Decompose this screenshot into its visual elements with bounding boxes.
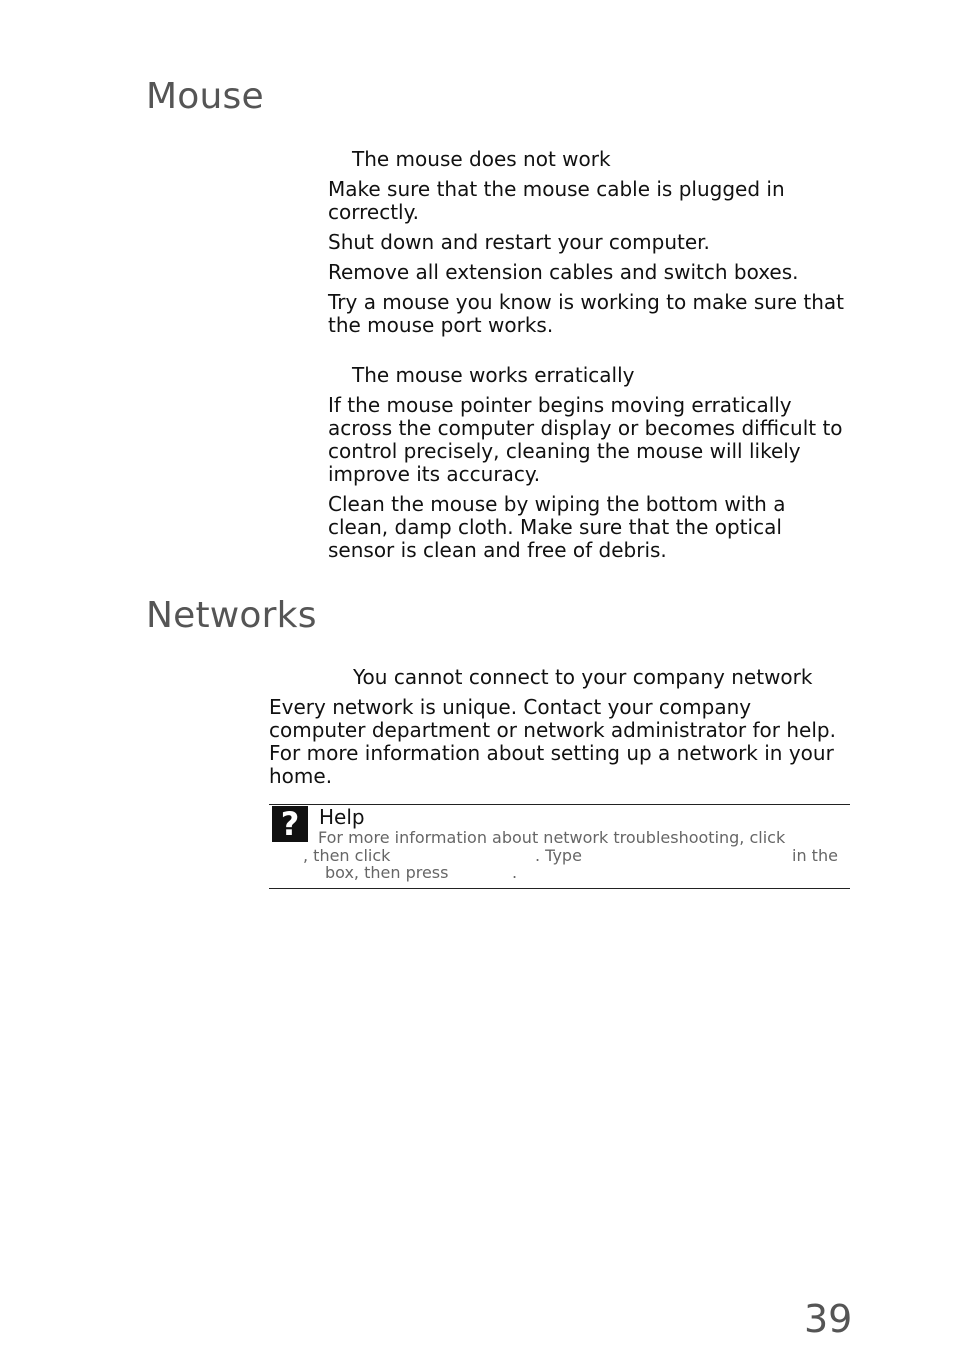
section-title-mouse: Mouse (146, 76, 264, 117)
mouse-tip-restart: Shut down and restart your computer. (328, 230, 710, 254)
help-title: Help (319, 805, 365, 829)
mouse-clean-instructions: Clean the mouse by wiping the bottom with a clean, damp cloth. Make sure that the optical sensor is clean and free of debris. (328, 492, 786, 562)
section-title-networks: Networks (146, 595, 317, 636)
help-line-3b: . (512, 863, 518, 882)
help-line-2c: in the (792, 846, 838, 865)
page-number: 39 (804, 1297, 853, 1341)
mouse-erratic-explanation: If the mouse pointer begins moving erratically across the computer display or becomes difficult to control precisely, cleaning the mouse will likely improve its accuracy. (328, 393, 843, 486)
mouse-tip-cable: Make sure that the mouse cable is plugged in correctly. (328, 177, 785, 224)
problem-heading-mouse-erratic: The mouse works erratically (352, 363, 635, 387)
help-line-3a: box, then press (325, 863, 449, 882)
help-callout (269, 804, 850, 889)
problem-heading-mouse-not-work: The mouse does not work (352, 147, 611, 171)
network-body-text: Every network is unique. Contact your company computer department or network administrator for help. For more information about setting up a network in your home. (269, 695, 836, 788)
help-line-2b: . Type (535, 846, 582, 865)
mouse-tip-remove-cables: Remove all extension cables and switch boxes. (328, 260, 799, 284)
help-line-2a: , then click (303, 846, 391, 865)
help-line-1: For more information about network troubleshooting, click (318, 828, 786, 847)
question-mark-icon: ? (272, 806, 308, 842)
problem-heading-network: You cannot connect to your company network (353, 665, 813, 689)
mouse-tip-try-another: Try a mouse you know is working to make sure that the mouse port works. (328, 290, 844, 337)
